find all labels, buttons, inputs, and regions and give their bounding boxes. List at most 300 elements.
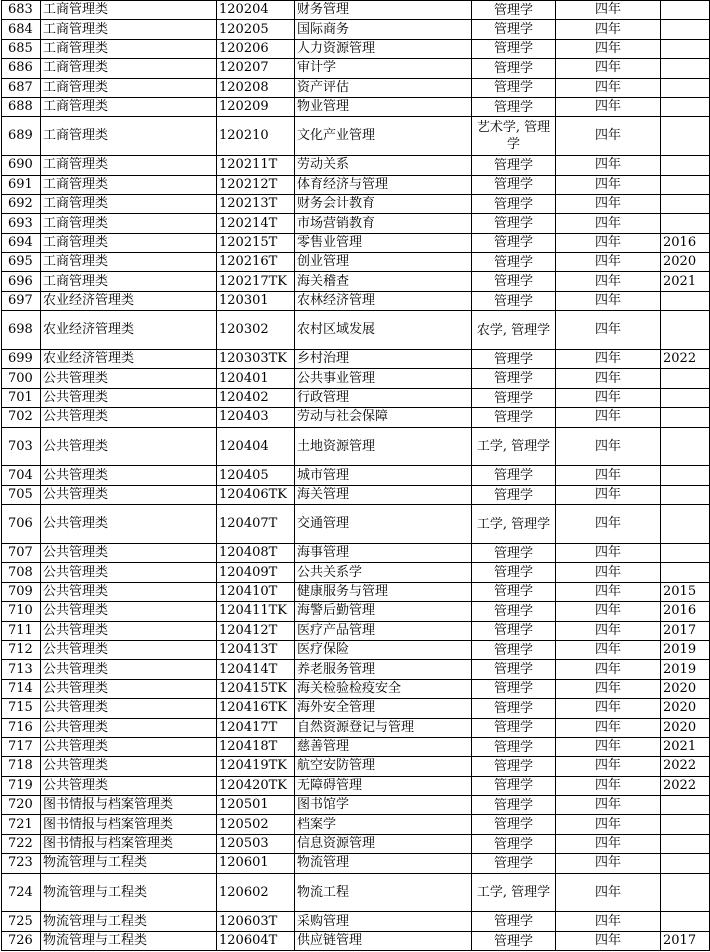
row-number: 686 <box>2 59 41 78</box>
major-name-cell: 市场营销教育 <box>295 214 472 233</box>
major-name-cell: 城市管理 <box>295 466 472 485</box>
degree-cell: 管理学 <box>472 931 556 950</box>
row-number: 706 <box>2 505 41 544</box>
duration-cell: 四年 <box>556 485 661 504</box>
category-cell: 公共管理类 <box>41 505 217 544</box>
category-cell: 公共管理类 <box>41 776 217 795</box>
year-added-cell <box>661 1 710 20</box>
duration-cell: 四年 <box>556 117 661 156</box>
degree-cell: 管理学 <box>472 621 556 640</box>
major-code-cell: 120603T <box>217 912 295 931</box>
category-cell: 公共管理类 <box>41 679 217 698</box>
category-cell: 工商管理类 <box>41 156 217 175</box>
duration-cell: 四年 <box>556 815 661 834</box>
major-name-cell: 劳动关系 <box>295 156 472 175</box>
major-code-cell: 120204 <box>217 1 295 20</box>
table-row <box>2 796 710 815</box>
degree-cell: 管理学 <box>472 214 556 233</box>
category-cell: 公共管理类 <box>41 660 217 679</box>
row-number: 705 <box>2 485 41 504</box>
year-added-cell <box>661 311 710 350</box>
duration-cell: 四年 <box>556 931 661 950</box>
degree-cell: 管理学 <box>472 544 556 563</box>
category-cell: 工商管理类 <box>41 59 217 78</box>
major-name-cell: 慈善管理 <box>295 737 472 756</box>
row-number: 713 <box>2 660 41 679</box>
duration-cell: 四年 <box>556 97 661 116</box>
major-code-cell: 120420TK <box>217 776 295 795</box>
major-name-cell: 信息资源管理 <box>295 834 472 853</box>
table-row <box>2 660 710 679</box>
major-name-cell: 公共关系学 <box>295 563 472 582</box>
year-added-cell: 2020 <box>661 253 710 272</box>
row-number: 712 <box>2 640 41 659</box>
major-code-cell: 120601 <box>217 854 295 873</box>
year-added-cell <box>661 214 710 233</box>
major-code-cell: 120215T <box>217 233 295 252</box>
major-code-cell: 120419TK <box>217 757 295 776</box>
major-catalog-table <box>1 0 710 951</box>
degree-cell: 管理学 <box>472 485 556 504</box>
duration-cell: 四年 <box>556 660 661 679</box>
year-added-cell: 2021 <box>661 272 710 291</box>
major-code-cell: 120211T <box>217 156 295 175</box>
duration-cell: 四年 <box>556 427 661 466</box>
category-cell: 农业经济管理类 <box>41 350 217 369</box>
row-number: 723 <box>2 854 41 873</box>
major-name-cell: 海外安全管理 <box>295 699 472 718</box>
duration-cell: 四年 <box>556 466 661 485</box>
row-number: 702 <box>2 408 41 427</box>
major-name-cell: 交通管理 <box>295 505 472 544</box>
duration-cell: 四年 <box>556 854 661 873</box>
row-number: 703 <box>2 427 41 466</box>
row-number: 700 <box>2 369 41 388</box>
row-number: 710 <box>2 602 41 621</box>
major-code-cell: 120411TK <box>217 602 295 621</box>
duration-cell: 四年 <box>556 602 661 621</box>
duration-cell: 四年 <box>556 873 661 912</box>
category-cell: 公共管理类 <box>41 369 217 388</box>
major-name-cell: 零售业管理 <box>295 233 472 252</box>
degree-cell: 管理学 <box>472 815 556 834</box>
category-cell: 图书情报与档案管理类 <box>41 815 217 834</box>
row-number: 708 <box>2 563 41 582</box>
major-name-cell: 农林经济管理 <box>295 291 472 310</box>
duration-cell: 四年 <box>556 796 661 815</box>
table-row <box>2 737 710 756</box>
row-number: 684 <box>2 20 41 39</box>
major-name-cell: 公共事业管理 <box>295 369 472 388</box>
year-added-cell <box>661 466 710 485</box>
year-added-cell: 2019 <box>661 660 710 679</box>
year-added-cell <box>661 59 710 78</box>
year-added-cell <box>661 117 710 156</box>
degree-cell: 管理学 <box>472 912 556 931</box>
major-code-cell: 120214T <box>217 214 295 233</box>
duration-cell: 四年 <box>556 912 661 931</box>
degree-cell: 工学, 管理学 <box>472 427 556 466</box>
duration-cell: 四年 <box>556 194 661 213</box>
table-row <box>2 757 710 776</box>
year-added-cell: 2017 <box>661 931 710 950</box>
degree-cell: 管理学 <box>472 834 556 853</box>
degree-cell: 管理学 <box>472 563 556 582</box>
category-cell: 公共管理类 <box>41 757 217 776</box>
row-number: 711 <box>2 621 41 640</box>
major-name-cell: 资产评估 <box>295 78 472 97</box>
table-row <box>2 699 710 718</box>
duration-cell: 四年 <box>556 582 661 601</box>
category-cell: 图书情报与档案管理类 <box>41 834 217 853</box>
major-name-cell: 劳动与社会保障 <box>295 408 472 427</box>
table-row <box>2 408 710 427</box>
major-name-cell: 人力资源管理 <box>295 39 472 58</box>
degree-cell: 管理学 <box>472 640 556 659</box>
degree-cell: 管理学 <box>472 291 556 310</box>
category-cell: 物流管理与工程类 <box>41 873 217 912</box>
major-code-cell: 120206 <box>217 39 295 58</box>
row-number: 699 <box>2 350 41 369</box>
duration-cell: 四年 <box>556 757 661 776</box>
major-code-cell: 120409T <box>217 563 295 582</box>
degree-cell: 管理学 <box>472 1 556 20</box>
major-name-cell: 创业管理 <box>295 253 472 272</box>
year-added-cell: 2022 <box>661 757 710 776</box>
duration-cell: 四年 <box>556 699 661 718</box>
degree-cell: 农学, 管理学 <box>472 311 556 350</box>
year-added-cell <box>661 563 710 582</box>
duration-cell: 四年 <box>556 679 661 698</box>
category-cell: 公共管理类 <box>41 718 217 737</box>
category-cell: 工商管理类 <box>41 233 217 252</box>
duration-cell: 四年 <box>556 563 661 582</box>
major-code-cell: 120303TK <box>217 350 295 369</box>
table-row <box>2 97 710 116</box>
table-row <box>2 194 710 213</box>
degree-cell: 管理学 <box>472 253 556 272</box>
year-added-cell: 2020 <box>661 679 710 698</box>
duration-cell: 四年 <box>556 78 661 97</box>
table-row <box>2 776 710 795</box>
category-cell: 公共管理类 <box>41 582 217 601</box>
major-name-cell: 物流工程 <box>295 873 472 912</box>
duration-cell: 四年 <box>556 718 661 737</box>
degree-cell: 管理学 <box>472 602 556 621</box>
major-name-cell: 财务管理 <box>295 1 472 20</box>
year-added-cell <box>661 815 710 834</box>
row-number: 724 <box>2 873 41 912</box>
degree-cell: 管理学 <box>472 388 556 407</box>
duration-cell: 四年 <box>556 156 661 175</box>
table-row <box>2 563 710 582</box>
major-name-cell: 无障碍管理 <box>295 776 472 795</box>
category-cell: 公共管理类 <box>41 602 217 621</box>
table-row <box>2 1 710 20</box>
table-row <box>2 175 710 194</box>
degree-cell: 管理学 <box>472 408 556 427</box>
category-cell: 公共管理类 <box>41 737 217 756</box>
duration-cell: 四年 <box>556 253 661 272</box>
table-row <box>2 233 710 252</box>
table-row <box>2 621 710 640</box>
row-number: 715 <box>2 699 41 718</box>
row-number: 725 <box>2 912 41 931</box>
degree-cell: 管理学 <box>472 660 556 679</box>
table-row <box>2 311 710 350</box>
major-code-cell: 120415TK <box>217 679 295 698</box>
row-number: 719 <box>2 776 41 795</box>
major-name-cell: 体育经济与管理 <box>295 175 472 194</box>
table-row <box>2 873 710 912</box>
year-added-cell: 2022 <box>661 350 710 369</box>
major-code-cell: 120502 <box>217 815 295 834</box>
major-name-cell: 海关管理 <box>295 485 472 504</box>
duration-cell: 四年 <box>556 834 661 853</box>
major-name-cell: 海警后勤管理 <box>295 602 472 621</box>
year-added-cell <box>661 291 710 310</box>
row-number: 683 <box>2 1 41 20</box>
category-cell: 农业经济管理类 <box>41 311 217 350</box>
major-code-cell: 120418T <box>217 737 295 756</box>
row-number: 697 <box>2 291 41 310</box>
category-cell: 公共管理类 <box>41 544 217 563</box>
row-number: 726 <box>2 931 41 950</box>
category-cell: 公共管理类 <box>41 427 217 466</box>
row-number: 707 <box>2 544 41 563</box>
year-added-cell <box>661 78 710 97</box>
degree-cell: 管理学 <box>472 20 556 39</box>
year-added-cell: 2022 <box>661 776 710 795</box>
degree-cell: 管理学 <box>472 737 556 756</box>
duration-cell: 四年 <box>556 350 661 369</box>
category-cell: 公共管理类 <box>41 388 217 407</box>
degree-cell: 管理学 <box>472 757 556 776</box>
year-added-cell <box>661 854 710 873</box>
row-number: 695 <box>2 253 41 272</box>
category-cell: 物流管理与工程类 <box>41 854 217 873</box>
duration-cell: 四年 <box>556 408 661 427</box>
duration-cell: 四年 <box>556 388 661 407</box>
year-added-cell <box>661 408 710 427</box>
year-added-cell <box>661 485 710 504</box>
table-row <box>2 39 710 58</box>
row-number: 689 <box>2 117 41 156</box>
category-cell: 图书情报与档案管理类 <box>41 796 217 815</box>
major-name-cell: 物业管理 <box>295 97 472 116</box>
table-row <box>2 544 710 563</box>
duration-cell: 四年 <box>556 291 661 310</box>
category-cell: 工商管理类 <box>41 97 217 116</box>
major-code-cell: 120210 <box>217 117 295 156</box>
degree-cell: 管理学 <box>472 97 556 116</box>
major-name-cell: 航空安防管理 <box>295 757 472 776</box>
year-added-cell: 2021 <box>661 737 710 756</box>
year-added-cell <box>661 156 710 175</box>
year-added-cell: 2016 <box>661 602 710 621</box>
major-code-cell: 120408T <box>217 544 295 563</box>
duration-cell: 四年 <box>556 233 661 252</box>
table-row <box>2 640 710 659</box>
category-cell: 工商管理类 <box>41 39 217 58</box>
degree-cell: 管理学 <box>472 39 556 58</box>
category-cell: 公共管理类 <box>41 563 217 582</box>
category-cell: 工商管理类 <box>41 253 217 272</box>
degree-cell: 管理学 <box>472 699 556 718</box>
degree-cell: 管理学 <box>472 272 556 291</box>
degree-cell: 管理学 <box>472 350 556 369</box>
year-added-cell <box>661 194 710 213</box>
category-cell: 工商管理类 <box>41 117 217 156</box>
row-number: 714 <box>2 679 41 698</box>
category-cell: 工商管理类 <box>41 1 217 20</box>
duration-cell: 四年 <box>556 39 661 58</box>
duration-cell: 四年 <box>556 175 661 194</box>
major-name-cell: 乡村治理 <box>295 350 472 369</box>
category-cell: 公共管理类 <box>41 466 217 485</box>
year-added-cell: 2016 <box>661 233 710 252</box>
major-code-cell: 120602 <box>217 873 295 912</box>
major-code-cell: 120416TK <box>217 699 295 718</box>
category-cell: 物流管理与工程类 <box>41 912 217 931</box>
category-cell: 工商管理类 <box>41 214 217 233</box>
row-number: 691 <box>2 175 41 194</box>
row-number: 687 <box>2 78 41 97</box>
row-number: 718 <box>2 757 41 776</box>
table-row <box>2 78 710 97</box>
year-added-cell <box>661 369 710 388</box>
major-name-cell: 财务会计教育 <box>295 194 472 213</box>
table-row <box>2 679 710 698</box>
major-code-cell: 120205 <box>217 20 295 39</box>
duration-cell: 四年 <box>556 776 661 795</box>
major-code-cell: 120212T <box>217 175 295 194</box>
major-name-cell: 供应链管理 <box>295 931 472 950</box>
year-added-cell <box>661 912 710 931</box>
year-added-cell <box>661 796 710 815</box>
category-cell: 物流管理与工程类 <box>41 931 217 950</box>
year-added-cell: 2020 <box>661 699 710 718</box>
year-added-cell <box>661 97 710 116</box>
row-number: 722 <box>2 834 41 853</box>
table-row <box>2 718 710 737</box>
category-cell: 公共管理类 <box>41 408 217 427</box>
major-name-cell: 文化产业管理 <box>295 117 472 156</box>
row-number: 696 <box>2 272 41 291</box>
duration-cell: 四年 <box>556 311 661 350</box>
row-number: 721 <box>2 815 41 834</box>
degree-cell: 管理学 <box>472 718 556 737</box>
major-name-cell: 医疗产品管理 <box>295 621 472 640</box>
major-code-cell: 120410T <box>217 582 295 601</box>
major-name-cell: 海关稽查 <box>295 272 472 291</box>
major-code-cell: 120414T <box>217 660 295 679</box>
duration-cell: 四年 <box>556 369 661 388</box>
major-name-cell: 海事管理 <box>295 544 472 563</box>
table-row <box>2 253 710 272</box>
major-name-cell: 自然资源登记与管理 <box>295 718 472 737</box>
degree-cell: 工学, 管理学 <box>472 873 556 912</box>
degree-cell: 管理学 <box>472 582 556 601</box>
table-row <box>2 505 710 544</box>
row-number: 701 <box>2 388 41 407</box>
table-row <box>2 291 710 310</box>
degree-cell: 管理学 <box>472 854 556 873</box>
row-number: 716 <box>2 718 41 737</box>
category-cell: 公共管理类 <box>41 640 217 659</box>
major-code-cell: 120404 <box>217 427 295 466</box>
table-row <box>2 466 710 485</box>
table-row <box>2 117 710 156</box>
row-number: 704 <box>2 466 41 485</box>
major-name-cell: 海关检验检疫安全 <box>295 679 472 698</box>
table-row <box>2 272 710 291</box>
major-code-cell: 120302 <box>217 311 295 350</box>
major-name-cell: 档案学 <box>295 815 472 834</box>
duration-cell: 四年 <box>556 640 661 659</box>
major-code-cell: 120209 <box>217 97 295 116</box>
duration-cell: 四年 <box>556 737 661 756</box>
table-row <box>2 582 710 601</box>
table-row <box>2 834 710 853</box>
duration-cell: 四年 <box>556 1 661 20</box>
major-name-cell: 养老服务管理 <box>295 660 472 679</box>
major-code-cell: 120412T <box>217 621 295 640</box>
category-cell: 公共管理类 <box>41 485 217 504</box>
major-code-cell: 120413T <box>217 640 295 659</box>
category-cell: 农业经济管理类 <box>41 291 217 310</box>
row-number: 690 <box>2 156 41 175</box>
table-row <box>2 350 710 369</box>
major-code-cell: 120213T <box>217 194 295 213</box>
degree-cell: 管理学 <box>472 369 556 388</box>
duration-cell: 四年 <box>556 214 661 233</box>
major-name-cell: 行政管理 <box>295 388 472 407</box>
table-row <box>2 485 710 504</box>
degree-cell: 管理学 <box>472 156 556 175</box>
major-code-cell: 120407T <box>217 505 295 544</box>
major-code-cell: 120217TK <box>217 272 295 291</box>
major-code-cell: 120405 <box>217 466 295 485</box>
degree-cell: 管理学 <box>472 59 556 78</box>
table-row <box>2 854 710 873</box>
row-number: 688 <box>2 97 41 116</box>
major-code-cell: 120402 <box>217 388 295 407</box>
row-number: 698 <box>2 311 41 350</box>
table-body <box>2 1 710 951</box>
major-name-cell: 医疗保险 <box>295 640 472 659</box>
category-cell: 公共管理类 <box>41 621 217 640</box>
row-number: 709 <box>2 582 41 601</box>
major-code-cell: 120406TK <box>217 485 295 504</box>
table-row <box>2 427 710 466</box>
duration-cell: 四年 <box>556 505 661 544</box>
duration-cell: 四年 <box>556 272 661 291</box>
major-name-cell: 图书馆学 <box>295 796 472 815</box>
major-code-cell: 120503 <box>217 834 295 853</box>
major-code-cell: 120216T <box>217 253 295 272</box>
degree-cell: 管理学 <box>472 776 556 795</box>
year-added-cell: 2015 <box>661 582 710 601</box>
row-number: 720 <box>2 796 41 815</box>
major-code-cell: 120208 <box>217 78 295 97</box>
category-cell: 工商管理类 <box>41 194 217 213</box>
major-name-cell: 健康服务与管理 <box>295 582 472 601</box>
degree-cell: 管理学 <box>472 78 556 97</box>
major-name-cell: 土地资源管理 <box>295 427 472 466</box>
category-cell: 工商管理类 <box>41 175 217 194</box>
row-number: 694 <box>2 233 41 252</box>
